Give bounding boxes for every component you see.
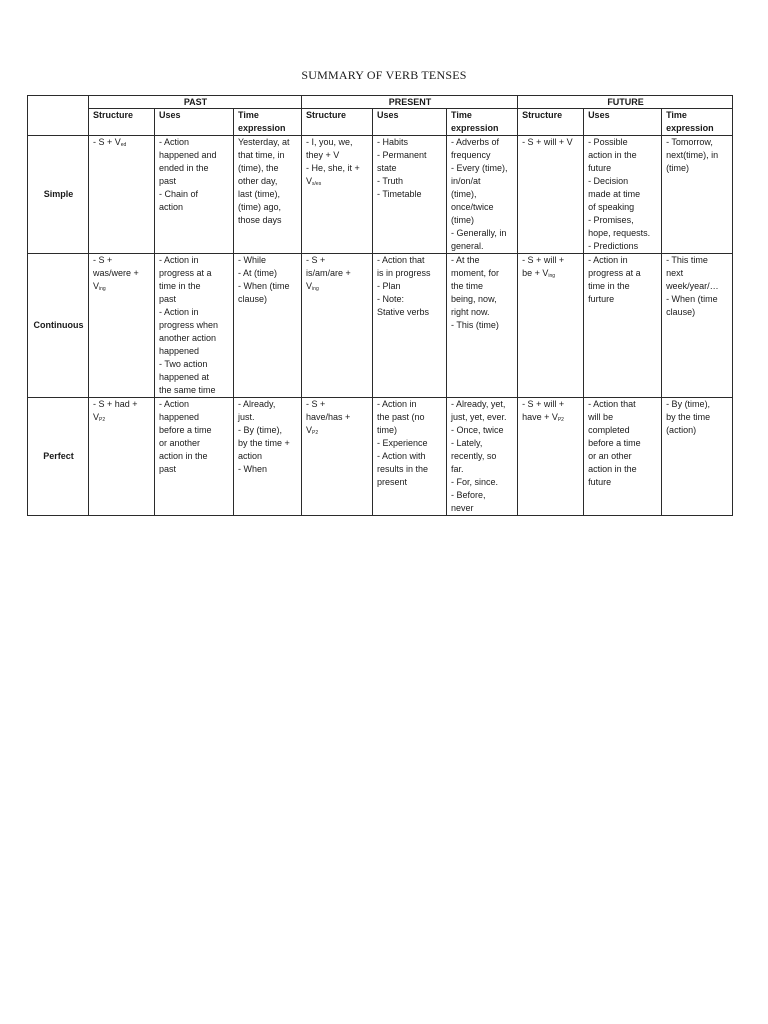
cell-line: - Action in xyxy=(159,255,199,265)
cell-line: (time) xyxy=(451,215,475,225)
table-cell-future-structure xyxy=(518,398,584,516)
row-label-continuous: Continuous xyxy=(28,254,89,398)
cell-line: action in the xyxy=(588,150,637,160)
cell-line: - Truth xyxy=(377,176,404,186)
cell-line: just. xyxy=(238,412,255,422)
cell-line: (time) ago, xyxy=(238,202,282,212)
cell-line: Stative verbs xyxy=(377,307,430,317)
group-header-row xyxy=(28,96,733,109)
table-row-continuous xyxy=(28,254,733,398)
subheader-time-expression-future: Time expression xyxy=(662,109,733,136)
group-header-past: PAST xyxy=(89,96,302,109)
subheader-structure-present: Structure xyxy=(302,109,373,136)
cell-line: or an other xyxy=(588,451,632,461)
cell-line: happened and xyxy=(159,150,217,160)
cell-line: - Tomorrow, xyxy=(666,137,713,147)
cell-line: in/on/at xyxy=(451,176,481,186)
cell-line: (action) xyxy=(666,425,697,435)
cell-line: clause) xyxy=(666,307,696,317)
cell-line: next(time), in xyxy=(666,150,719,160)
table-cell-past-uses xyxy=(155,136,234,254)
table-cell-present-time-expression xyxy=(447,398,518,516)
cell-line: clause) xyxy=(238,294,268,304)
cell-line: other day, xyxy=(238,176,278,186)
cell-line: - Already, yet, xyxy=(451,399,506,409)
cell-line: furture xyxy=(588,294,615,304)
cell-line: future xyxy=(588,477,612,487)
cell-line: hope, requests. xyxy=(588,228,651,238)
cell-line: that time, in xyxy=(238,150,285,160)
cell-line: - At (time) xyxy=(238,268,278,278)
cell-line: Yesterday, at xyxy=(238,137,290,147)
table-cell-present-structure xyxy=(302,254,373,398)
cell-line: last (time), xyxy=(238,189,281,199)
cell-line: recently, so xyxy=(451,451,497,461)
cell-line: - This time xyxy=(666,255,708,265)
cell-line: $V_{ing}$ xyxy=(93,281,106,292)
cell-line: action in the xyxy=(588,464,637,474)
cell-line: state xyxy=(377,163,397,173)
cell-line: $V_{s/es}$ xyxy=(306,176,322,187)
table-cell-present-structure xyxy=(302,136,373,254)
cell-line: time in the xyxy=(159,281,201,291)
cell-line: - S + xyxy=(93,255,113,265)
cell-line: action xyxy=(159,202,184,212)
cell-line: - S + had + xyxy=(93,399,138,409)
cell-line: - Action in xyxy=(377,399,417,409)
cell-line: - Action xyxy=(159,399,190,409)
cell-line: was/were + xyxy=(93,268,139,278)
table-cell-past-time-expression xyxy=(234,398,302,516)
verb-tenses-table xyxy=(27,95,733,516)
subheader-row xyxy=(28,109,733,136)
cell-line: right now. xyxy=(451,307,490,317)
cell-line: - S + will + xyxy=(522,255,565,265)
cell-line: is in progress xyxy=(377,268,431,278)
cell-line: results in the xyxy=(377,464,429,474)
cell-line: - Decision xyxy=(588,176,629,186)
cell-line: - Permanent xyxy=(377,150,427,160)
cell-line: happened xyxy=(159,346,200,356)
cell-line: - When (time xyxy=(666,294,718,304)
cell-line: - Action that xyxy=(377,255,425,265)
table-cell-future-structure xyxy=(518,136,584,254)
cell-line: by the time xyxy=(666,412,711,422)
table-cell-present-uses xyxy=(373,136,447,254)
subheader-time-expression-past: Time expression xyxy=(234,109,302,136)
cell-line: completed xyxy=(588,425,630,435)
table-cell-present-uses xyxy=(373,398,447,516)
cell-line: week/year/… xyxy=(666,281,719,291)
cell-line: - When xyxy=(238,464,268,474)
cell-line: or another xyxy=(159,438,201,448)
cell-line: (time) xyxy=(666,163,690,173)
group-header-future: FUTURE xyxy=(518,96,733,109)
cell-line: ended in the xyxy=(159,163,209,173)
cell-line: - S + xyxy=(306,255,326,265)
subheader-time-expression-present: Time expression xyxy=(447,109,518,136)
cell-line: - Adverbs of xyxy=(451,137,500,147)
cell-line: is/am/are + xyxy=(306,268,351,278)
cell-line: - S + will + V xyxy=(522,137,573,147)
subheader-structure-future: Structure xyxy=(518,109,584,136)
cell-line: those days xyxy=(238,215,282,225)
cell-line: time) xyxy=(377,425,398,435)
table-row-perfect xyxy=(28,398,733,516)
cell-line: never xyxy=(451,503,474,513)
cell-line: - He, she, it + xyxy=(306,163,360,173)
subheader-uses-future: Uses xyxy=(584,109,662,136)
cell-line: - Action in xyxy=(588,255,628,265)
table-cell-future-uses xyxy=(584,398,662,516)
cell-line: progress when xyxy=(159,320,219,330)
cell-line: present xyxy=(377,477,408,487)
cell-line: time in the xyxy=(588,281,630,291)
cell-line: - I, you, we, xyxy=(306,137,353,147)
cell-line: action xyxy=(238,451,263,461)
cell-line: - When (time xyxy=(238,281,290,291)
table-cell-present-time-expression xyxy=(447,254,518,398)
cell-line: - Timetable xyxy=(377,189,422,199)
cell-line: have + $V_{P2}$ xyxy=(522,412,564,423)
subheader-uses-present: Uses xyxy=(373,109,447,136)
cell-line: - Predictions xyxy=(588,241,639,251)
cell-line: $V_{ing}$ xyxy=(306,281,319,292)
cell-line: - Action xyxy=(159,137,190,147)
cell-line: (time), the xyxy=(238,163,279,173)
page-title: SUMMARY OF VERB TENSES xyxy=(301,68,467,82)
cell-line: - At the xyxy=(451,255,480,265)
cell-line: - Before, xyxy=(451,490,486,500)
cell-line: - Plan xyxy=(377,281,401,291)
cell-line: - Lately, xyxy=(451,438,483,448)
cell-line: - Habits xyxy=(377,137,409,147)
table-cell-present-structure xyxy=(302,398,373,516)
cell-line: - Experience xyxy=(377,438,428,448)
cell-line: happened at xyxy=(159,372,210,382)
table-cell-past-uses xyxy=(155,398,234,516)
table-cell-future-time-expression xyxy=(662,136,733,254)
cell-line: happened xyxy=(159,412,200,422)
cell-line: next xyxy=(666,268,684,278)
cell-line: the time xyxy=(451,281,484,291)
cell-line: by the time + xyxy=(238,438,290,448)
group-header-present: PRESENT xyxy=(302,96,518,109)
row-label-perfect: Perfect xyxy=(28,398,89,516)
cell-line: $V_{P2}$ xyxy=(93,412,106,423)
cell-line: progress at a xyxy=(159,268,212,278)
cell-line: once/twice xyxy=(451,202,494,212)
cell-line: frequency xyxy=(451,150,491,160)
cell-line: before a time xyxy=(588,438,641,448)
table-cell-past-structure xyxy=(89,398,155,516)
cell-line: have/has + xyxy=(306,412,351,422)
row-label-simple: Simple xyxy=(28,136,89,254)
cell-line: - Generally, in xyxy=(451,228,507,238)
cell-line: they + V xyxy=(306,150,340,160)
cell-line: general. xyxy=(451,241,484,251)
cell-line: (time), xyxy=(451,189,477,199)
cell-line: - Action in xyxy=(159,307,199,317)
subheader-uses-past: Uses xyxy=(155,109,234,136)
cell-line: another action xyxy=(159,333,217,343)
table-cell-future-structure xyxy=(518,254,584,398)
table-cell-present-uses xyxy=(373,254,447,398)
cell-line: past xyxy=(159,294,177,304)
cell-line: - While xyxy=(238,255,267,265)
cell-line: - $S + V_{ed}$ xyxy=(93,137,127,148)
table-cell-past-time-expression xyxy=(234,136,302,254)
cell-line: the same time xyxy=(159,385,216,395)
cell-line: being, now, xyxy=(451,294,497,304)
cell-line: - For, since. xyxy=(451,477,499,487)
cell-line: past xyxy=(159,464,177,474)
cell-line: - Every (time), xyxy=(451,163,508,173)
cell-line: progress at a xyxy=(588,268,641,278)
cell-line: - S + xyxy=(306,399,326,409)
subheader-structure-past: Structure xyxy=(89,109,155,136)
cell-line: - Action that xyxy=(588,399,636,409)
cell-line: - This (time) xyxy=(451,320,499,330)
cell-line: - S + will + xyxy=(522,399,565,409)
cell-line: - Possible xyxy=(588,137,628,147)
cell-line: before a time xyxy=(159,425,212,435)
cell-line: - Promises, xyxy=(588,215,634,225)
table-cell-past-time-expression xyxy=(234,254,302,398)
corner-cell xyxy=(28,96,89,136)
table-cell-past-structure xyxy=(89,136,155,254)
table-cell-future-uses xyxy=(584,254,662,398)
table-cell-future-uses xyxy=(584,136,662,254)
cell-line: - Two action xyxy=(159,359,208,369)
cell-line: - Action with xyxy=(377,451,426,461)
cell-line: - Already, xyxy=(238,399,276,409)
cell-line: of speaking xyxy=(588,202,635,212)
table-cell-future-time-expression xyxy=(662,398,733,516)
table-cell-future-time-expression xyxy=(662,254,733,398)
cell-line: - By (time), xyxy=(238,425,282,435)
cell-line: be + $V_{ing}$ xyxy=(522,268,556,279)
cell-line: action in the xyxy=(159,451,208,461)
cell-line: just, yet, ever. xyxy=(451,412,507,422)
cell-line: will be xyxy=(588,412,614,422)
table-cell-present-time-expression xyxy=(447,136,518,254)
table-cell-past-uses xyxy=(155,254,234,398)
cell-line: moment, for xyxy=(451,268,500,278)
cell-line: - Chain of xyxy=(159,189,199,199)
cell-line: past xyxy=(159,176,177,186)
cell-line: the past (no xyxy=(377,412,425,422)
cell-line: $V_{P2}$ xyxy=(306,425,319,436)
cell-line: - By (time), xyxy=(666,399,711,409)
cell-line: - Note: xyxy=(377,294,405,304)
cell-line: - Once, twice xyxy=(451,425,504,435)
cell-line: future xyxy=(588,163,612,173)
cell-line: far. xyxy=(451,464,464,474)
table-row-simple xyxy=(28,136,733,254)
table-cell-past-structure xyxy=(89,254,155,398)
cell-line: made at time xyxy=(588,189,641,199)
